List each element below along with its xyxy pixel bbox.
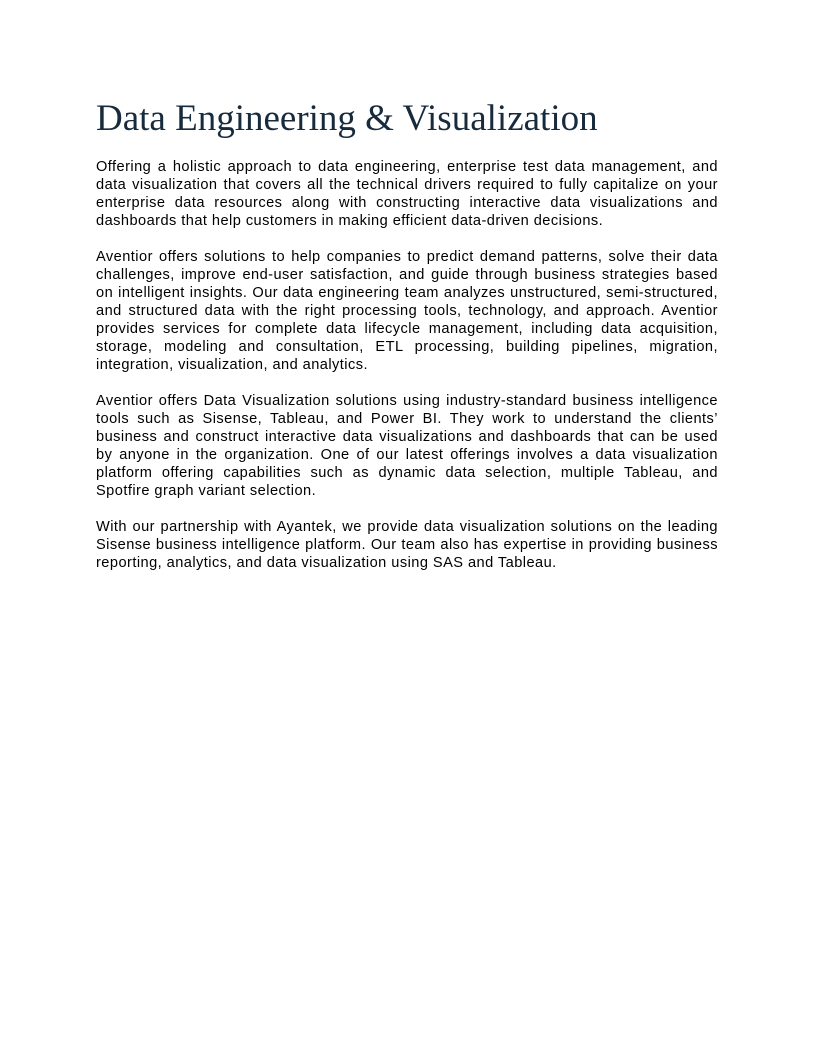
document-page (96, 96, 718, 572)
page-title: Data Engineering & Visualization (96, 98, 598, 139)
paragraph-intro: Offering a holistic approach to data engineering, enterprise test data management, and data visualization that covers all the technical drivers required to fully capitalize on your enterprise data resources along with constructing interactive data visualizations and dashboards that help customers in making efficient data-driven decisions. (96, 159, 718, 229)
paragraph-visualization: Aventior offers Data Visualization solutions using industry-standard business intelligence tools such as Sisense, Tableau, and Power BI. They work to understand the clients’ business and construct interactive data visualizations and dashboards that can be used by anyone in the organization. One of our latest offerings involves a data visualization platform offering capabilities such as dynamic data selection, multiple Tableau, and Spotfire graph variant selection. (96, 393, 718, 499)
paragraph-partnership: With our partnership with Ayantek, we provide data visualization solutions on the leading Sisense business intelligence platform. Our team also has expertise in providing business reporting, analytics, and data visualization using SAS and Tableau. (96, 519, 718, 571)
paragraph-solutions: Aventior offers solutions to help companies to predict demand patterns, solve their data challenges, improve end-user satisfaction, and guide through business strategies based on intelligent insights. Our data engineering team analyzes unstructured, semi-structured, and structured data with the right processing tools, technology, and approach. Aventior provides services for complete data lifecycle management, including data acquisition, storage, modeling and consultation, ETL processing, building pipelines, migration, integration, visualization, and analytics. (96, 249, 718, 373)
